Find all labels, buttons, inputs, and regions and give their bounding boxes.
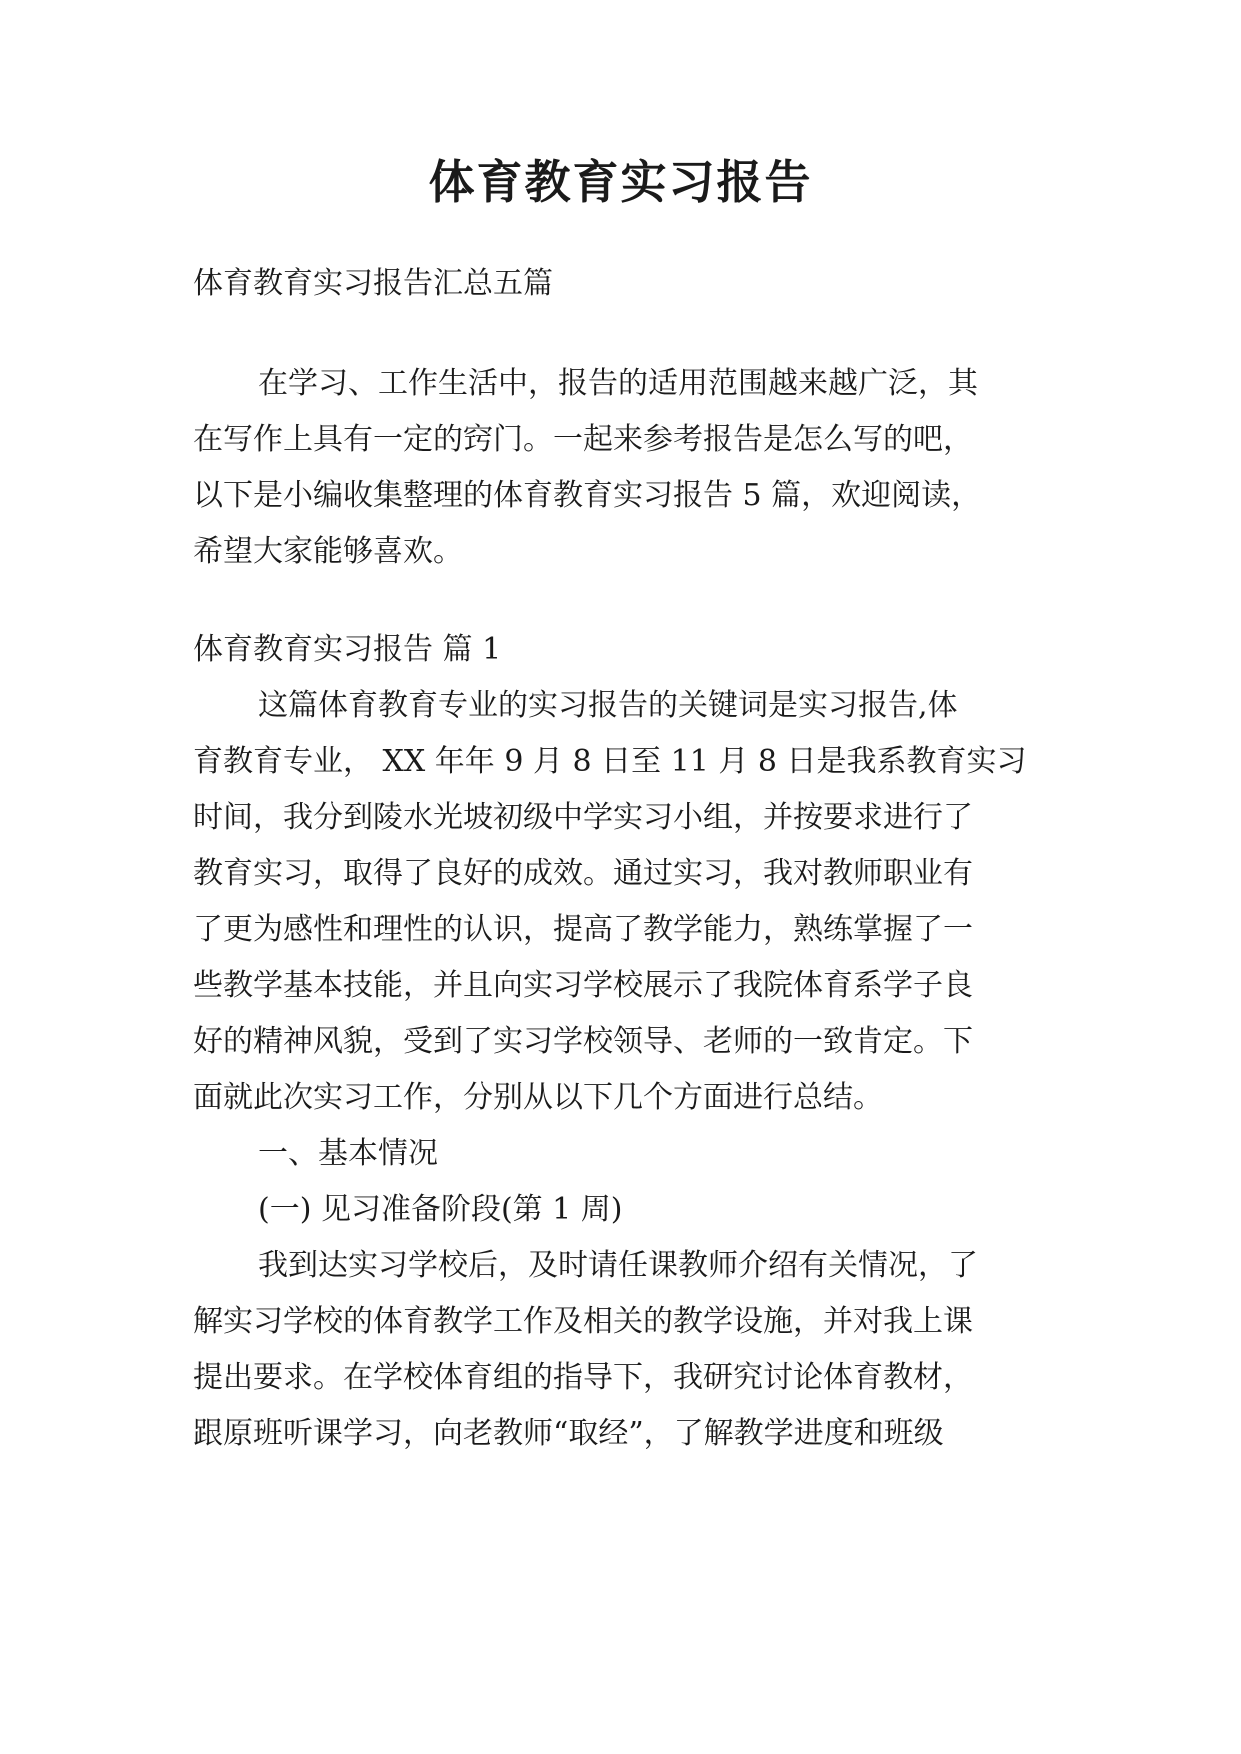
body-line-4: 教育实习，取得了良好的成效。通过实习，我对教师职业有: [193, 856, 973, 891]
heading-basic-situation: 一、基本情况: [258, 1136, 438, 1171]
body-line-2: 育教育专业， XX 年年 9 月 8 日至 11 月 8 日是我系教育实习: [193, 744, 1027, 779]
body-line-7: 好的精神风貌，受到了实习学校领导、老师的一致肯定。下: [193, 1024, 973, 1059]
body-line-6: 些教学基本技能，并且向实习学校展示了我院体育系学子良: [193, 968, 973, 1003]
document-title: 体育教育实习报告: [428, 155, 813, 209]
body-line-5: 了更为感性和理性的认识，提高了教学能力，熟练掌握了一: [193, 912, 973, 947]
intro-line-1: 在学习、工作生活中，报告的适用范围越来越广泛，其: [258, 366, 978, 401]
stage1-line-1: 我到达实习学校后，及时请任课教师介绍有关情况，了: [258, 1248, 978, 1283]
heading-stage-1: (一) 见习准备阶段(第 1 周): [258, 1192, 623, 1227]
intro-line-2: 在写作上具有一定的窍门。一起来参考报告是怎么写的吧，: [193, 422, 973, 457]
section-heading-1: 体育教育实习报告 篇 1: [193, 632, 502, 667]
stage1-line-3: 提出要求。在学校体育组的指导下，我研究讨论体育教材，: [193, 1360, 973, 1395]
body-line-8: 面就此次实习工作，分别从以下几个方面进行总结。: [193, 1080, 883, 1115]
body-line-3: 时间，我分到陵水光坡初级中学实习小组，并按要求进行了: [193, 800, 973, 835]
document-subtitle: 体育教育实习报告汇总五篇: [193, 266, 553, 301]
stage1-line-2: 解实习学校的体育教学工作及相关的教学设施，并对我上课: [193, 1304, 973, 1339]
body-line-1: 这篇体育教育专业的实习报告的关键词是实习报告,体: [258, 688, 958, 723]
intro-line-4: 希望大家能够喜欢。: [193, 534, 463, 569]
intro-line-3: 以下是小编收集整理的体育教育实习报告 5 篇，欢迎阅读，: [193, 478, 982, 513]
stage1-line-4: 跟原班听课学习，向老教师“取经”，了解教学进度和班级: [193, 1416, 944, 1451]
